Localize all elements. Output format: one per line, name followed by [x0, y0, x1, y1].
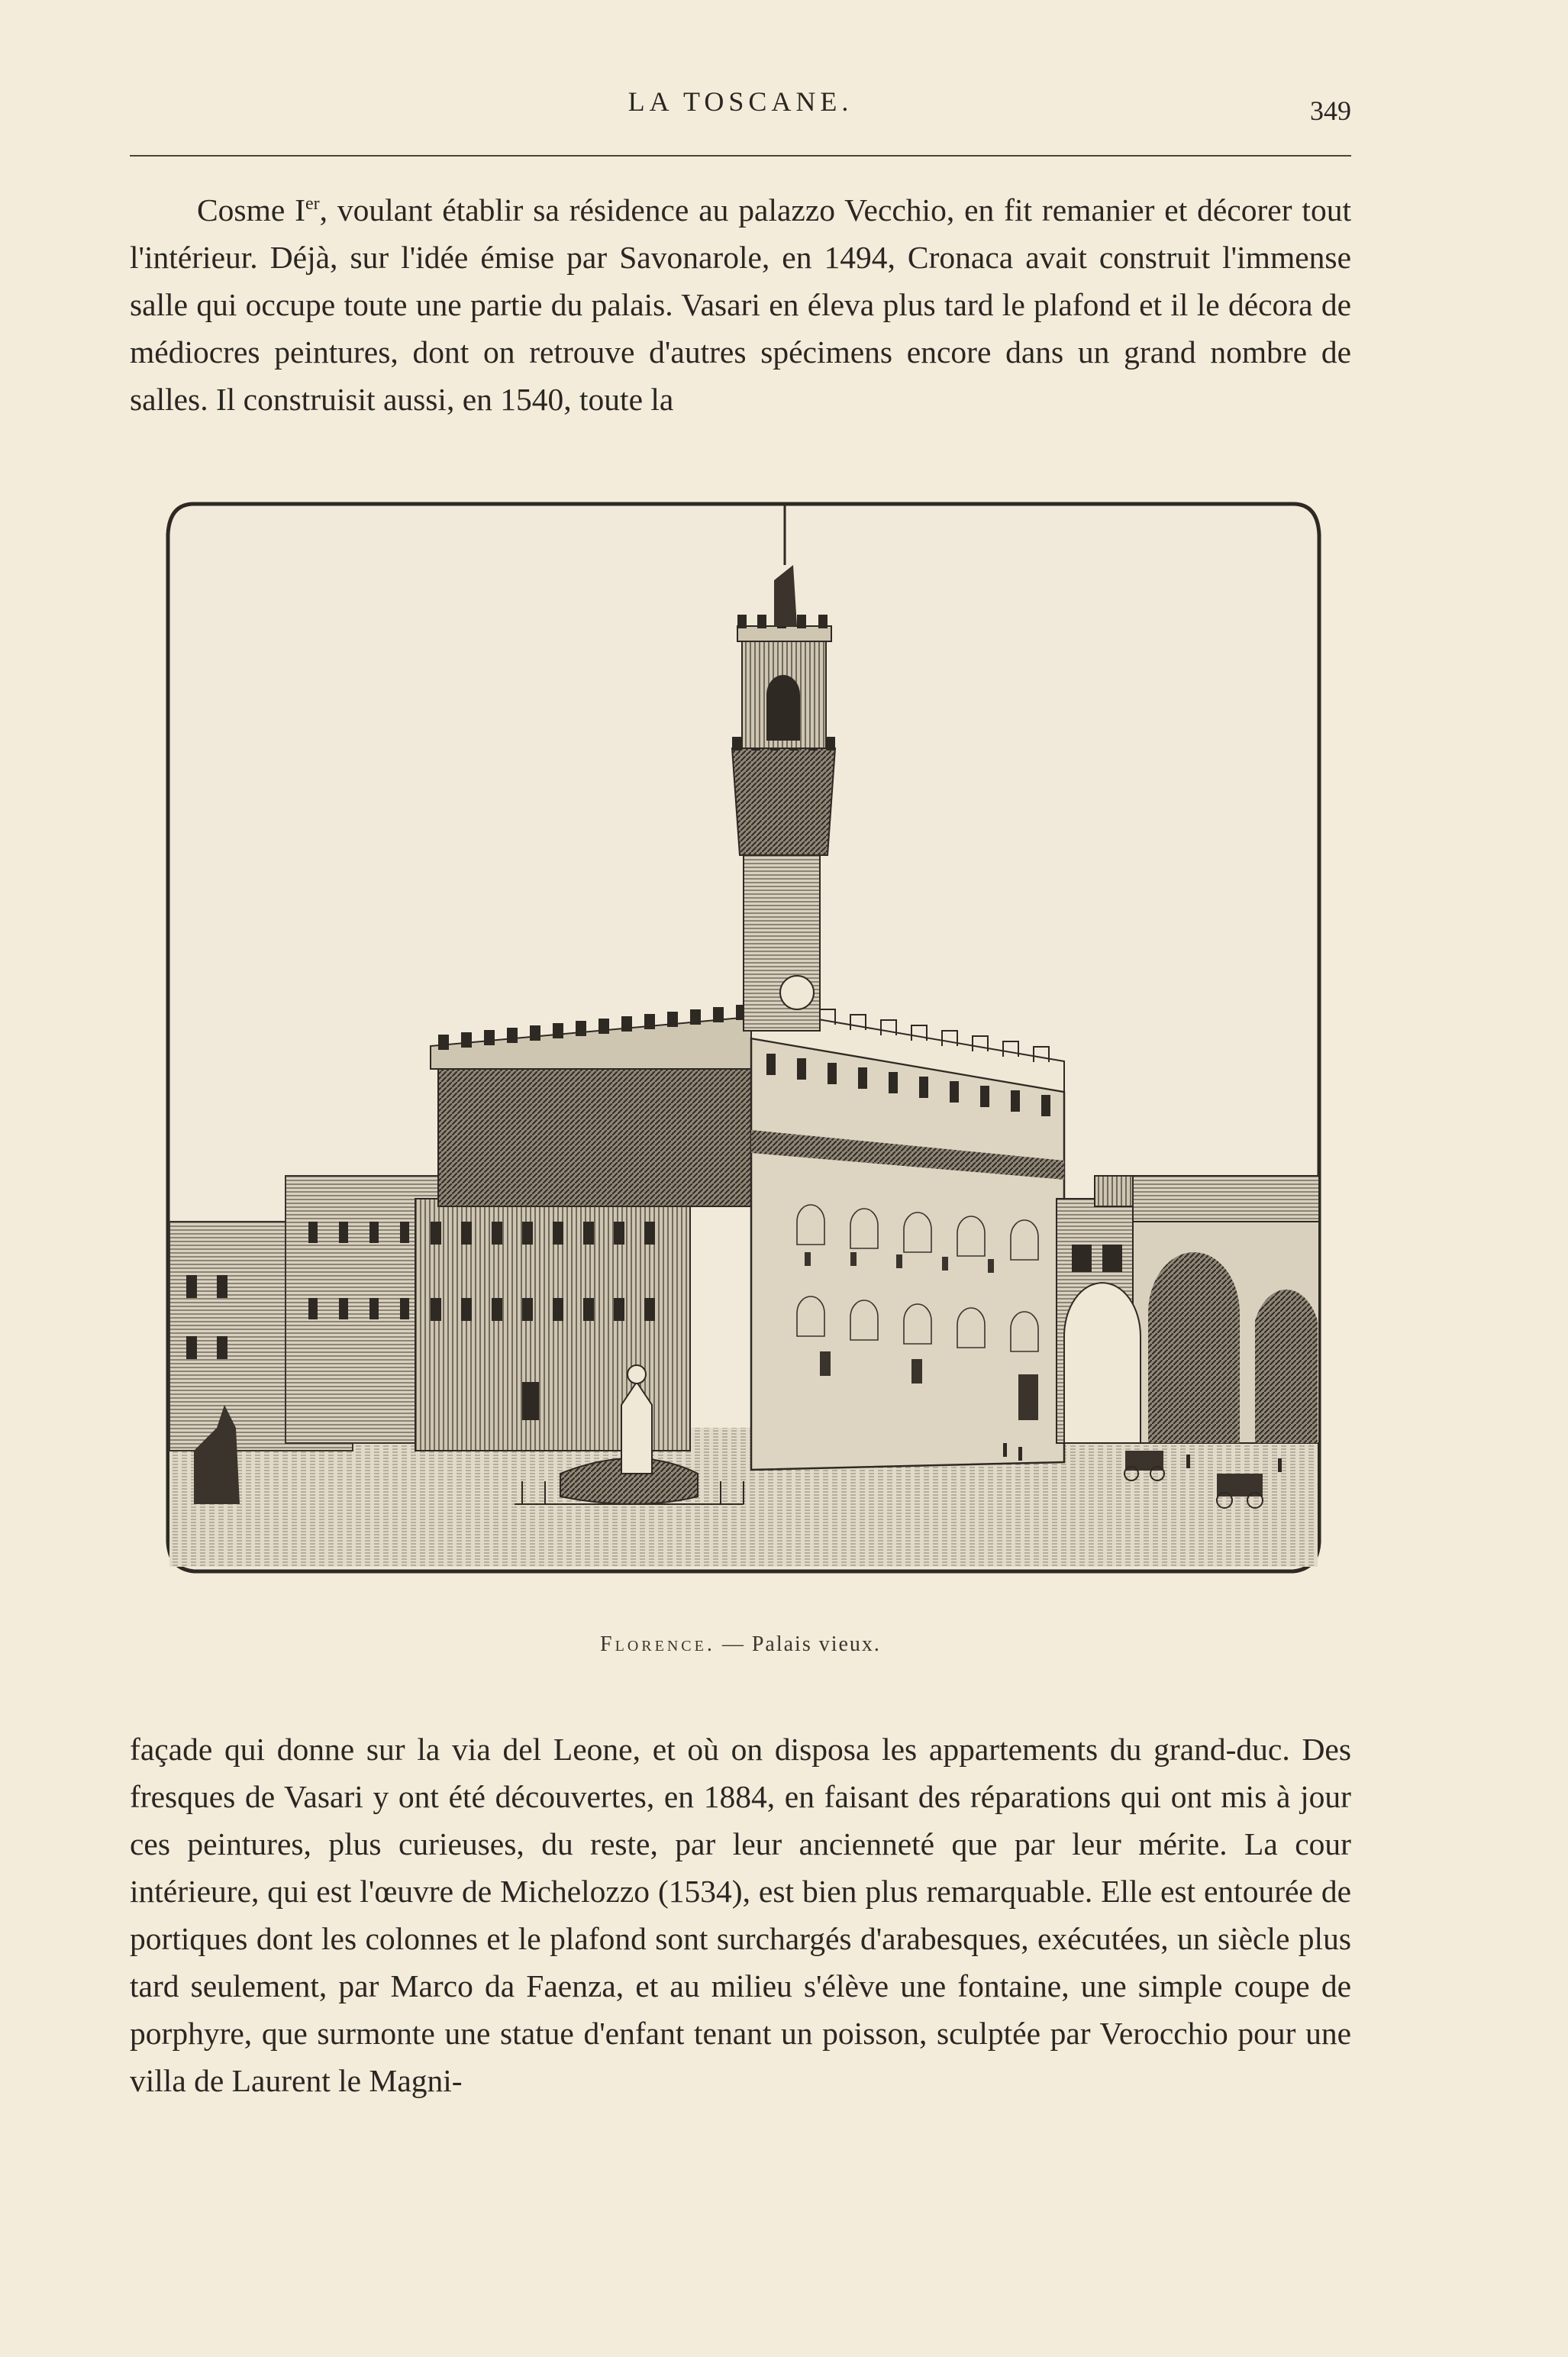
palazzo-vecchio-illustration — [163, 489, 1324, 1592]
caption-place: Florence. — [600, 1632, 715, 1656]
figure-caption — [130, 1632, 1351, 1657]
caption-subject: Palais vieux. — [751, 1632, 881, 1656]
caption-separator: — — [715, 1632, 752, 1656]
page-number: 349 — [1310, 95, 1351, 126]
engraving-figure — [163, 489, 1324, 1592]
paragraph-top-lead: Cosme I — [197, 192, 305, 228]
paragraph-bottom: façade qui donne sur la via del Leone, et où on disposa les appartements du grand-duc. Des fresques de Vasari y ont été découvertes, en 1884, en faisant des réparations qui ont mis à jour ces peintures, plus curieuses, du reste, par leur ancienneté que par leur mérite. La cour intérieure, qui est l'œuvre de Michelozzo (1534), est bien plus remarquable. Elle est entourée de portiques dont les colonnes et le plafond sont surchargés d'arabesques, exécutées, un siècle plus tard seulement, par Marco da Faenza, et au milieu s'élève une fontaine, une simple coupe de porphyre, que surmonte une statue d'enfant tenant un poisson, sculptée par Verocchio pour une villa de Laurent le Magni- — [130, 1732, 1351, 2098]
running-header — [130, 86, 1351, 131]
paragraph-top-superscript: er — [305, 194, 320, 215]
running-title: LA TOSCANE. — [628, 86, 853, 117]
paragraph-top — [130, 186, 1351, 423]
header-rule — [130, 155, 1351, 157]
paragraph-top-rest: , voulant établir sa résidence au palazzo Vecchio, en fit remanier et décorer tout l'intérieur. Déjà, sur l'idée émise par Savonarole, en 1494, Cronaca avait construit l'immense salle qui occupe toute une partie du palais. Vasari en éleva plus tard le plafond et il le décora de médiocres peintures, dont on retrouve d'autres spécimens encore dans un grand nombre de salles. Il construisit aussi, en 1540, toute la — [130, 192, 1351, 417]
